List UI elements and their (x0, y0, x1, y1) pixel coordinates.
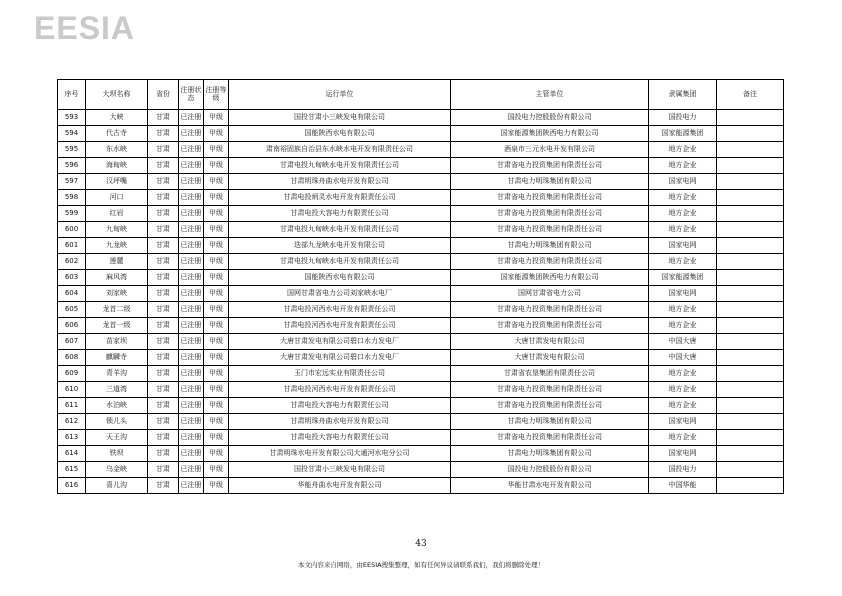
cell-dam-name: 莲麓 (86, 254, 148, 270)
cell-group: 地方企业 (649, 382, 717, 398)
cell-operator: 甘肃电投九甸峡水电开发有限责任公司 (229, 254, 451, 270)
cell-remarks (717, 350, 784, 366)
table-row (58, 254, 784, 270)
cell-province: 甘肃 (148, 222, 179, 238)
cell-dam-name: 刘家峡 (86, 286, 148, 302)
cell-province: 甘肃 (148, 350, 179, 366)
table-row (58, 414, 784, 430)
cell-group: 地方企业 (649, 190, 717, 206)
cell-province: 甘肃 (148, 302, 179, 318)
cell-remarks (717, 110, 784, 126)
cell-remarks (717, 318, 784, 334)
table-header-row (58, 80, 784, 110)
cell-operator: 华能舟曲水电开发有限公司 (229, 478, 451, 494)
cell-dam-name: 龙首二级 (86, 302, 148, 318)
cell-dam-name: 铁坝 (86, 446, 148, 462)
cell-reg-status: 已注册 (179, 206, 204, 222)
cell-dam-name: 三道湾 (86, 382, 148, 398)
cell-reg-grade: 甲级 (204, 190, 229, 206)
cell-remarks (717, 190, 784, 206)
table-row (58, 286, 784, 302)
table-row (58, 174, 784, 190)
header-dam-name: 大坝名称 (86, 80, 148, 110)
cell-supervisor: 甘肃省电力投资集团有限责任公司 (451, 398, 649, 414)
cell-remarks (717, 142, 784, 158)
cell-province: 甘肃 (148, 366, 179, 382)
table-row (58, 334, 784, 350)
cell-group: 国家电网 (649, 446, 717, 462)
cell-index: 597 (58, 174, 86, 190)
table-row (58, 222, 784, 238)
cell-province: 甘肃 (148, 318, 179, 334)
cell-operator: 甘肃电投炳灵水电开发有限责任公司 (229, 190, 451, 206)
table-row (58, 350, 784, 366)
header-reg-status: 注册状态 (179, 80, 204, 110)
cell-index: 607 (58, 334, 86, 350)
cell-reg-status: 已注册 (179, 430, 204, 446)
cell-index: 600 (58, 222, 86, 238)
cell-index: 604 (58, 286, 86, 302)
cell-operator: 甘肃明珠水电开发有限公司大通河水电分公司 (229, 446, 451, 462)
cell-group: 地方企业 (649, 430, 717, 446)
cell-operator: 国投甘肃小三峡发电有限公司 (229, 110, 451, 126)
cell-supervisor: 国投电力控股股份有限公司 (451, 110, 649, 126)
cell-reg-grade: 甲级 (204, 270, 229, 286)
cell-supervisor: 甘肃省电力投资集团有限责任公司 (451, 382, 649, 398)
cell-index: 614 (58, 446, 86, 462)
cell-supervisor: 甘肃省电力投资集团有限责任公司 (451, 318, 649, 334)
header-group: 隶属集团 (649, 80, 717, 110)
cell-operator: 甘肃电投大容电力有限责任公司 (229, 398, 451, 414)
header-remarks: 备注 (717, 80, 784, 110)
cell-reg-grade: 甲级 (204, 158, 229, 174)
cell-supervisor: 大唐甘肃发电有限公司 (451, 350, 649, 366)
cell-remarks (717, 478, 784, 494)
cell-reg-status: 已注册 (179, 382, 204, 398)
cell-index: 593 (58, 110, 86, 126)
cell-province: 甘肃 (148, 206, 179, 222)
cell-reg-status: 已注册 (179, 238, 204, 254)
cell-province: 甘肃 (148, 398, 179, 414)
table-row (58, 446, 784, 462)
cell-group: 国家电网 (649, 414, 717, 430)
cell-index: 605 (58, 302, 86, 318)
cell-index: 608 (58, 350, 86, 366)
cell-operator: 甘肃电投九甸峡水电开发有限责任公司 (229, 222, 451, 238)
cell-province: 甘肃 (148, 414, 179, 430)
cell-reg-status: 已注册 (179, 254, 204, 270)
cell-province: 甘肃 (148, 158, 179, 174)
cell-group: 地方企业 (649, 222, 717, 238)
cell-province: 甘肃 (148, 174, 179, 190)
cell-group: 地方企业 (649, 366, 717, 382)
cell-operator: 肃南裕固族自治县东水峡水电开发有限责任公司 (229, 142, 451, 158)
cell-province: 甘肃 (148, 142, 179, 158)
cell-reg-grade: 甲级 (204, 318, 229, 334)
cell-supervisor: 甘肃省电力投资集团有限责任公司 (451, 222, 649, 238)
cell-operator: 甘肃明珠舟曲水电开发有限公司 (229, 414, 451, 430)
cell-operator: 国能陕西水电有限公司 (229, 270, 451, 286)
cell-dam-name: 大峡 (86, 110, 148, 126)
cell-operator: 甘肃电投河西水电开发有限责任公司 (229, 302, 451, 318)
cell-index: 611 (58, 398, 86, 414)
cell-reg-status: 已注册 (179, 350, 204, 366)
cell-reg-status: 已注册 (179, 270, 204, 286)
cell-reg-grade: 甲级 (204, 174, 229, 190)
cell-reg-grade: 甲级 (204, 446, 229, 462)
cell-index: 606 (58, 318, 86, 334)
cell-reg-status: 已注册 (179, 446, 204, 462)
cell-reg-status: 已注册 (179, 110, 204, 126)
cell-province: 甘肃 (148, 462, 179, 478)
cell-reg-grade: 甲级 (204, 126, 229, 142)
cell-reg-grade: 甲级 (204, 206, 229, 222)
cell-operator: 国能陕西水电有限公司 (229, 126, 451, 142)
cell-province: 甘肃 (148, 238, 179, 254)
cell-operator: 国网甘肃省电力公司刘家峡水电厂 (229, 286, 451, 302)
cell-reg-grade: 甲级 (204, 222, 229, 238)
cell-dam-name: 龙首一级 (86, 318, 148, 334)
cell-index: 599 (58, 206, 86, 222)
cell-index: 601 (58, 238, 86, 254)
cell-group: 中国华能 (649, 478, 717, 494)
cell-dam-name: 河口 (86, 190, 148, 206)
cell-index: 616 (58, 478, 86, 494)
cell-operator: 玉门市宏远实业有限责任公司 (229, 366, 451, 382)
cell-operator: 甘肃电投九甸峡水电开发有限责任公司 (229, 158, 451, 174)
table-row (58, 190, 784, 206)
cell-province: 甘肃 (148, 446, 179, 462)
cell-supervisor: 甘肃电力明珠集团有限公司 (451, 174, 649, 190)
cell-group: 地方企业 (649, 302, 717, 318)
cell-supervisor: 国家能源集团陕西电力有限公司 (451, 126, 649, 142)
cell-supervisor: 甘肃省电力投资集团有限责任公司 (451, 302, 649, 318)
cell-index: 595 (58, 142, 86, 158)
cell-province: 甘肃 (148, 190, 179, 206)
cell-supervisor: 甘肃省农垦集团有限责任公司 (451, 366, 649, 382)
cell-remarks (717, 254, 784, 270)
table-row (58, 238, 784, 254)
cell-operator: 甘肃电投大容电力有限责任公司 (229, 430, 451, 446)
header-operator: 运行单位 (229, 80, 451, 110)
cell-reg-grade: 甲级 (204, 382, 229, 398)
table-row (58, 366, 784, 382)
cell-group: 国家电网 (649, 238, 717, 254)
table-row (58, 318, 784, 334)
cell-reg-grade: 甲级 (204, 366, 229, 382)
cell-group: 地方企业 (649, 158, 717, 174)
eesia-logo: EESIA (34, 10, 136, 46)
cell-remarks (717, 206, 784, 222)
cell-operator: 甘肃电投河西水电开发有限责任公司 (229, 318, 451, 334)
cell-dam-name: 青羊沟 (86, 366, 148, 382)
cell-reg-status: 已注册 (179, 222, 204, 238)
cell-supervisor: 国投电力控股股份有限公司 (451, 462, 649, 478)
cell-index: 603 (58, 270, 86, 286)
cell-province: 甘肃 (148, 382, 179, 398)
table-row (58, 110, 784, 126)
cell-index: 610 (58, 382, 86, 398)
cell-supervisor: 甘肃电力明珠集团有限公司 (451, 238, 649, 254)
cell-remarks (717, 126, 784, 142)
cell-index: 596 (58, 158, 86, 174)
cell-reg-grade: 甲级 (204, 286, 229, 302)
cell-remarks (717, 238, 784, 254)
header-index: 序号 (58, 80, 86, 110)
header-province: 省份 (148, 80, 179, 110)
cell-remarks (717, 414, 784, 430)
cell-index: 612 (58, 414, 86, 430)
cell-dam-name: 红岩 (86, 206, 148, 222)
header-reg-grade: 注册等级 (204, 80, 229, 110)
cell-operator: 甘肃电投大容电力有限责任公司 (229, 206, 451, 222)
cell-index: 594 (58, 126, 86, 142)
cell-operator: 甘肃明珠舟曲水电开发有限公司 (229, 174, 451, 190)
cell-province: 甘肃 (148, 126, 179, 142)
table-row (58, 126, 784, 142)
cell-remarks (717, 270, 784, 286)
cell-dam-name: 麻风湾 (86, 270, 148, 286)
table-row (58, 206, 784, 222)
cell-supervisor: 甘肃省电力投资集团有限责任公司 (451, 158, 649, 174)
cell-reg-status: 已注册 (179, 302, 204, 318)
cell-operator: 甘肃电投河西水电开发有限责任公司 (229, 382, 451, 398)
cell-reg-grade: 甲级 (204, 414, 229, 430)
cell-group: 国家能源集团 (649, 270, 717, 286)
cell-reg-grade: 甲级 (204, 142, 229, 158)
cell-remarks (717, 334, 784, 350)
cell-group: 国投电力 (649, 110, 717, 126)
cell-supervisor: 国家能源集团陕西电力有限公司 (451, 270, 649, 286)
cell-dam-name: 喜儿沟 (86, 478, 148, 494)
cell-reg-status: 已注册 (179, 334, 204, 350)
cell-dam-name: 锁儿头 (86, 414, 148, 430)
cell-reg-grade: 甲级 (204, 302, 229, 318)
cell-reg-status: 已注册 (179, 158, 204, 174)
cell-reg-status: 已注册 (179, 366, 204, 382)
cell-index: 609 (58, 366, 86, 382)
cell-group: 国投电力 (649, 462, 717, 478)
cell-province: 甘肃 (148, 334, 179, 350)
cell-dam-name: 九龙峡 (86, 238, 148, 254)
cell-reg-status: 已注册 (179, 462, 204, 478)
cell-dam-name: 乌金峡 (86, 462, 148, 478)
table-row (58, 398, 784, 414)
cell-index: 598 (58, 190, 86, 206)
cell-remarks (717, 462, 784, 478)
table-row (58, 462, 784, 478)
page-number: 43 (415, 539, 427, 549)
cell-supervisor: 甘肃省电力投资集团有限责任公司 (451, 430, 649, 446)
cell-supervisor: 甘肃电力明珠集团有限公司 (451, 446, 649, 462)
cell-remarks (717, 302, 784, 318)
cell-supervisor: 大唐甘肃发电有限公司 (451, 334, 649, 350)
cell-remarks (717, 382, 784, 398)
cell-reg-status: 已注册 (179, 126, 204, 142)
cell-group: 地方企业 (649, 206, 717, 222)
cell-dam-name: 汉坪嘴 (86, 174, 148, 190)
cell-supervisor: 华能甘肃水电开发有限公司 (451, 478, 649, 494)
cell-reg-status: 已注册 (179, 190, 204, 206)
cell-province: 甘肃 (148, 110, 179, 126)
cell-index: 615 (58, 462, 86, 478)
cell-remarks (717, 398, 784, 414)
table-row (58, 302, 784, 318)
table-row (58, 270, 784, 286)
cell-group: 地方企业 (649, 318, 717, 334)
cell-operator: 迭部九龙峡水电开发有限公司 (229, 238, 451, 254)
cell-reg-status: 已注册 (179, 398, 204, 414)
cell-operator: 大唐甘肃发电有限公司碧口水力发电厂 (229, 350, 451, 366)
cell-province: 甘肃 (148, 286, 179, 302)
cell-reg-status: 已注册 (179, 414, 204, 430)
cell-reg-status: 已注册 (179, 318, 204, 334)
cell-supervisor: 甘肃省电力投资集团有限责任公司 (451, 206, 649, 222)
cell-dam-name: 天王沟 (86, 430, 148, 446)
cell-supervisor: 甘肃省电力投资集团有限责任公司 (451, 254, 649, 270)
cell-dam-name: 九甸峡 (86, 222, 148, 238)
cell-group: 国家能源集团 (649, 126, 717, 142)
cell-reg-grade: 甲级 (204, 110, 229, 126)
cell-reg-status: 已注册 (179, 478, 204, 494)
cell-province: 甘肃 (148, 478, 179, 494)
cell-dam-name: 水泊峡 (86, 398, 148, 414)
cell-group: 国家电网 (649, 286, 717, 302)
cell-operator: 国投甘肃小三峡发电有限公司 (229, 462, 451, 478)
cell-reg-grade: 甲级 (204, 478, 229, 494)
cell-remarks (717, 366, 784, 382)
cell-reg-grade: 甲级 (204, 398, 229, 414)
cell-operator: 大唐甘肃发电有限公司碧口水力发电厂 (229, 334, 451, 350)
cell-dam-name: 东水峡 (86, 142, 148, 158)
cell-reg-grade: 甲级 (204, 334, 229, 350)
cell-group: 地方企业 (649, 254, 717, 270)
cell-reg-status: 已注册 (179, 142, 204, 158)
table-row (58, 382, 784, 398)
cell-group: 国家电网 (649, 174, 717, 190)
cell-group: 地方企业 (649, 398, 717, 414)
cell-index: 602 (58, 254, 86, 270)
cell-index: 613 (58, 430, 86, 446)
cell-province: 甘肃 (148, 270, 179, 286)
cell-reg-grade: 甲级 (204, 238, 229, 254)
cell-remarks (717, 174, 784, 190)
header-supervisor: 主管单位 (451, 80, 649, 110)
cell-dam-name: 代古寺 (86, 126, 148, 142)
table-row (58, 478, 784, 494)
cell-remarks (717, 222, 784, 238)
table-row (58, 430, 784, 446)
cell-remarks (717, 158, 784, 174)
cell-group: 中国大唐 (649, 350, 717, 366)
dam-registry-table-container (57, 79, 784, 494)
cell-supervisor: 酒泉市三元水电开发有限公司 (451, 142, 649, 158)
cell-dam-name: 海甸峡 (86, 158, 148, 174)
disclaimer-text: 本文内容来自网络，由EESIA搜集整理，如有任何异议请联系我们，我们将删除处理！ (297, 561, 545, 569)
cell-dam-name: 麒麟寺 (86, 350, 148, 366)
cell-reg-grade: 甲级 (204, 350, 229, 366)
dam-registry-table (57, 79, 784, 494)
table-row (58, 142, 784, 158)
cell-group: 中国大唐 (649, 334, 717, 350)
cell-supervisor: 甘肃电力明珠集团有限公司 (451, 414, 649, 430)
cell-supervisor: 甘肃省电力投资集团有限责任公司 (451, 190, 649, 206)
cell-remarks (717, 446, 784, 462)
cell-province: 甘肃 (148, 430, 179, 446)
cell-remarks (717, 430, 784, 446)
cell-dam-name: 苗家坝 (86, 334, 148, 350)
table-body (58, 110, 784, 494)
cell-group: 地方企业 (649, 142, 717, 158)
cell-reg-status: 已注册 (179, 174, 204, 190)
cell-supervisor: 国网甘肃省电力公司 (451, 286, 649, 302)
cell-province: 甘肃 (148, 254, 179, 270)
cell-reg-status: 已注册 (179, 286, 204, 302)
cell-remarks (717, 286, 784, 302)
cell-reg-grade: 甲级 (204, 462, 229, 478)
table-row (58, 158, 784, 174)
cell-reg-grade: 甲级 (204, 254, 229, 270)
cell-reg-grade: 甲级 (204, 430, 229, 446)
